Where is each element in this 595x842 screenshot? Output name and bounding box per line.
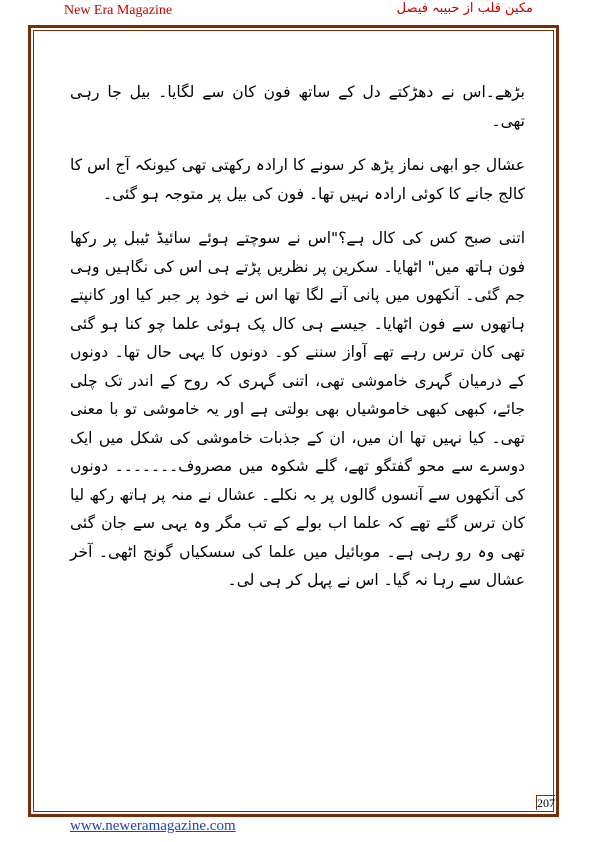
paragraph: بڑھے۔اس نے دھڑکتے دل کے ساتھ فون کان سے لگایا۔ بیل جا رہی تھی۔ bbox=[70, 83, 525, 130]
article-body bbox=[70, 78, 525, 611]
story-title: مکین قلب از حبیبہ فیصل bbox=[396, 1, 533, 16]
footer-website-link[interactable]: www.neweramagazine.com bbox=[70, 818, 236, 834]
paragraph: عشال جو ابھی نماز پڑھ کر سونے کا ارادہ رکھتی تھی کیونکہ آج اس کا کالج جانے کا کوئی ارادہ نہیں تھا۔ فون کی بیل پر متوجہ ہو گئی۔ bbox=[70, 156, 525, 203]
paragraph: اتنی صبح کس کی کال ہے؟"اس نے سوچتے ہوئے سائیڈ ٹیبل پر رکھا فون ہاتھ میں" اٹھایا۔ سکرین پر نظریں پڑتے ہی اس کی نگاہیں وہی جم گئی۔ آنکھوں میں پانی آنے لگا تھا اس نے خود پر جبر کیا اور کانپتے ہاتھوں سے فون اٹھایا۔ جیسے ہی کال پک ہوئی علما چو کنا ہو گئی تھی کان ترس رہے تھے آواز سننے کو۔ دونوں کا یہی حال تھا۔ دونوں کے درمیان گہری خاموشی تھی، اتنی گہری کہ روح کے اندر تک چلی جائے، کبھی کبھی خاموشیاں بھی بولتی ہے اور یہ خاموشی تو با معنی تھی۔ کیا نہیں تھا ان میں، ان کے جذبات خاموشی کی شکل میں ایک دوسرے سے محو گفتگو تھے، گلے شکوہ میں مصروف۔۔۔۔۔۔۔ دونوں کی آنکھوں سے آنسوں گالوں پر بہ نکلے۔ عشال نے منہ پر ہاتھ رکھ لیا کان ترس گئے تھے کہ علما اب بولے کے تب مگر وہ یہی سے جان گئی تھی وہ رو رہی ہے۔ موبائیل میں علما کی سسکیاں گونج اٹھی۔ آخر عشال سے رہا نہ گیا۔ اس نے پہل کر ہی لی۔ bbox=[70, 229, 525, 589]
magazine-name: New Era Magazine bbox=[64, 3, 173, 18]
page-number: 207 bbox=[537, 796, 555, 810]
